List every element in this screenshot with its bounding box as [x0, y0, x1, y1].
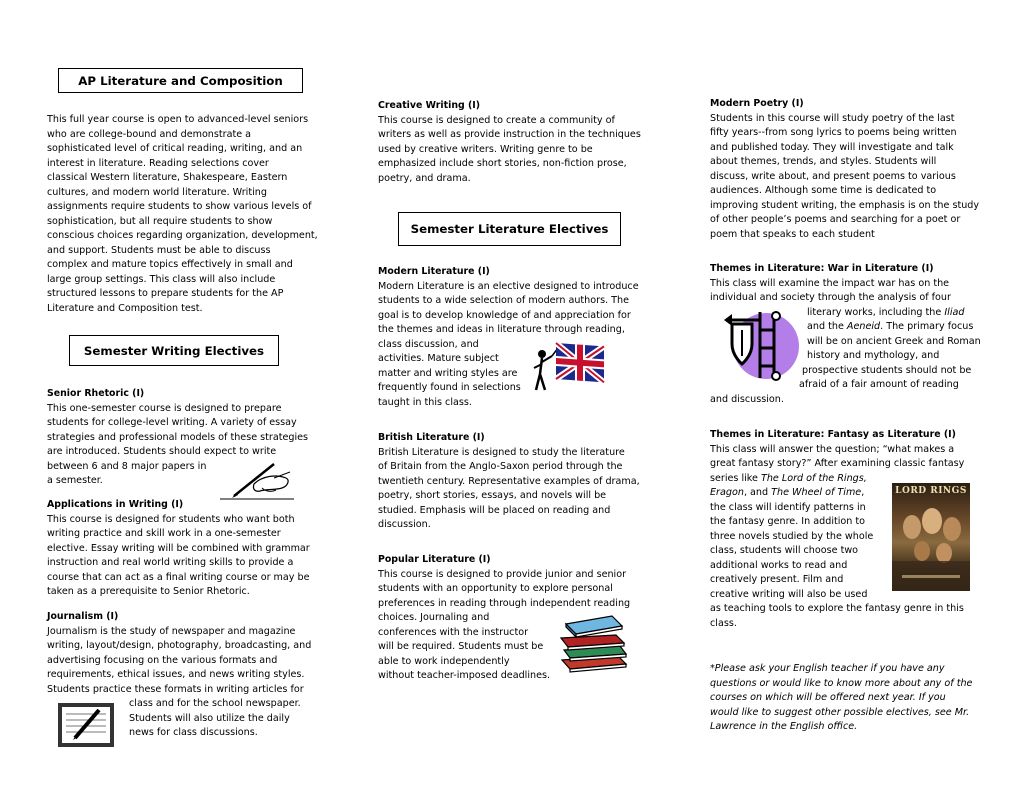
text-span: literary works, including the	[807, 306, 945, 318]
text-line: This class will examine the impact war has on the	[710, 277, 950, 289]
ap-literature-description	[47, 113, 318, 316]
text-line: able to work independently	[378, 655, 510, 667]
british-literature-section	[378, 431, 640, 533]
text-span: . The primary focus	[880, 321, 974, 332]
text-line: history and mythology, and	[807, 350, 940, 361]
text-line: emphasized include short stories, non-fiction prose,	[378, 158, 627, 169]
text-line: This course is designed for students who want both	[47, 513, 295, 525]
war-literature-heading: Themes in Literature: War in Literature (I)	[710, 263, 934, 274]
text-line: conscious choices regarding organization, development,	[47, 230, 318, 241]
text-line: frequently found in selections	[378, 382, 521, 393]
text-line: Students practice these formats in writing articles for	[47, 683, 304, 695]
applications-writing-heading: Applications in Writing (I)	[47, 499, 184, 510]
text-line: afraid of a fair amount of reading	[799, 379, 959, 390]
text-line: This course is designed to provide junior and senior	[378, 568, 627, 580]
text-line: course that can act as a final writing course or may be	[47, 571, 310, 583]
text-line: sophisticated level of critical reading, writing, and an	[47, 143, 303, 154]
text-line: Modern Literature is an elective designed to introduce	[378, 280, 639, 292]
creative-writing-heading: Creative Writing (I)	[378, 100, 481, 111]
ap-literature-title: AP Literature and Composition	[78, 73, 283, 88]
text-line: goal is to develop knowledge of and appreciation for	[378, 309, 631, 321]
text-line: courses on which will be offered next year. If you	[710, 692, 946, 703]
text-line: poetry, short stories, essays, and novels will be	[378, 490, 607, 501]
text-line: will be required. Students must be	[378, 641, 544, 652]
modern-literature-heading: Modern Literature (I)	[378, 266, 490, 277]
ap-literature-title-box	[58, 68, 303, 93]
text-line: advertising focusing on the various formats and	[47, 654, 278, 666]
text-line: poem that speaks to each student	[710, 228, 875, 240]
text-line: *Please ask your English teacher if you have any	[710, 663, 945, 674]
text-line: a semester.	[47, 475, 103, 486]
text-line: used by creative writers. Writing genre to be	[378, 143, 593, 155]
text-line: strategies and professional models of these strategies	[47, 431, 309, 443]
text-line: Literature and Composition test.	[47, 302, 203, 314]
text-line: studied. Emphasis will be placed on reading and	[378, 504, 611, 516]
text-line: complex and mature topics effectively in small and	[47, 259, 293, 270]
text-line: without teacher-imposed deadlines.	[378, 670, 551, 681]
british-literature-heading: British Literature (I)	[378, 432, 485, 443]
senior-rhetoric-heading: Senior Rhetoric (I)	[47, 388, 145, 399]
notepad-pencil-icon	[57, 702, 115, 748]
text-line: choices. Journaling and	[378, 612, 490, 623]
literature-electives-title-box	[398, 212, 621, 246]
text-line: taught in this class.	[378, 396, 472, 408]
text-line: British Literature is designed to study the literature	[378, 446, 625, 458]
text-line: additional works to read and	[710, 559, 848, 571]
text-line: students with an opportunity to explore personal	[378, 583, 613, 594]
text-line: as teaching tools to explore the fantasy genre in this	[710, 603, 964, 614]
text-span: series like	[710, 472, 761, 484]
text-line: creatively present. Film and	[710, 574, 844, 585]
iliad-title: Iliad	[944, 306, 965, 318]
journalism-heading: Journalism (I)	[47, 611, 119, 622]
text-line: Lawrence in the English office.	[710, 721, 858, 732]
text-span: and the	[807, 321, 847, 332]
text-line: conferences with the instructor	[378, 626, 529, 638]
text-line: and discussion.	[710, 393, 784, 405]
poster-figures	[892, 499, 970, 591]
text-line: This one-semester course is designed to prepare	[47, 402, 282, 414]
text-line: and support. Students must be able to discuss	[47, 244, 271, 256]
text-line: great fantasy story?” After examining classic fantasy	[710, 458, 965, 469]
text-line: structured lessons to prepare students for the AP	[47, 288, 284, 299]
text-line: about themes, trends, and styles. Students will	[710, 156, 937, 167]
text-line: the themes and ideas in literature through reading,	[378, 324, 625, 335]
text-line: students to a wide selection of modern authors. The	[378, 295, 630, 306]
text-line: who are college-bound and demonstrate a	[47, 128, 252, 140]
text-line: This class will answer the question; “what makes a	[710, 443, 955, 455]
text-line: writing, layout/design, photography, broadcasting, and	[47, 640, 312, 651]
contact-note	[710, 662, 972, 735]
text-line: class.	[710, 617, 737, 629]
poster-title: LORD RINGS	[895, 486, 967, 496]
text-line: creative writing will also be used	[710, 588, 868, 600]
text-line: elective. Essay writing will be combined with grammar	[47, 542, 310, 554]
text-span: ,	[861, 487, 865, 498]
union-jack-flag-icon	[530, 340, 608, 398]
text-line: matter and writing styles are	[378, 367, 518, 379]
text-line: prospective students should not be	[802, 364, 972, 376]
book-stack-icon	[558, 612, 630, 674]
text-line: news for class discussions.	[129, 727, 258, 738]
text-line: fifty years--from song lyrics to poems being written	[710, 127, 957, 138]
text-line: taken as a prerequisite to Senior Rhetoric.	[47, 586, 250, 597]
text-line: the fantasy genre. In addition to	[710, 516, 866, 527]
text-line: questions or would like to know more about any of the	[710, 677, 973, 689]
text-line: class and for the school newspaper.	[129, 698, 301, 709]
text-line: are introduced. Students should expect to write	[47, 446, 277, 457]
text-line: writers as well as provide instruction in the techniques	[378, 129, 641, 140]
modern-poetry-section	[710, 97, 979, 242]
text-line: poetry, and drama.	[378, 172, 471, 184]
text-line: discuss, write about, and present poems to various	[710, 170, 956, 182]
text-line: of Britain from the Anglo-Saxon period through the	[378, 461, 623, 472]
text-line: classical Western literature, Shakespeare, Eastern	[47, 172, 288, 183]
applications-writing-section	[47, 498, 310, 600]
wheel-of-time-title: The Wheel of Time	[771, 487, 862, 498]
text-line: sophistication, but all require students to show	[47, 215, 273, 227]
text-line: between 6 and 8 major papers in	[47, 460, 207, 472]
text-line: students for college-level writing. A variety of essay	[47, 417, 297, 428]
text-line: will be on ancient Greek and Roman	[807, 335, 981, 347]
movie-poster-image	[892, 483, 970, 591]
text-line: would like to suggest other possible electives, see Mr.	[710, 706, 970, 718]
text-line: instruction and real world writing skills to provide a	[47, 557, 294, 568]
literature-electives-title: Semester Literature Electives	[410, 222, 609, 236]
popular-literature-heading: Popular Literature (I)	[378, 554, 491, 565]
text-line: requirements, ethical issues, and news writing styles.	[47, 669, 305, 680]
text-line: interest in literature. Reading selections cover	[47, 157, 269, 169]
shield-sword-icon	[720, 306, 802, 386]
modern-poetry-heading: Modern Poetry (I)	[710, 98, 804, 109]
aeneid-title: Aeneid	[846, 321, 881, 332]
writing-electives-title-box	[69, 335, 279, 366]
text-line: of other people’s poems and searching for a poet or	[710, 214, 961, 225]
text-line: This full year course is open to advanced-level seniors	[47, 114, 309, 125]
writing-electives-title: Semester Writing Electives	[83, 343, 265, 358]
eragon-title: Eragon	[710, 487, 744, 498]
text-line: class, students will choose two	[710, 545, 859, 556]
text-line: cultures, and modern world literature. Writing	[47, 186, 267, 198]
text-line: Journalism is the study of newspaper and magazine	[47, 625, 296, 637]
text-line: activities. Mature subject	[378, 353, 499, 364]
text-line: class discussion, and	[378, 338, 479, 350]
text-line: discussion.	[378, 519, 431, 530]
text-line: individual and society through the analysis of four	[710, 292, 951, 303]
creative-writing-section	[378, 99, 641, 186]
text-line: assignments require students to show various levels of	[47, 201, 312, 212]
fantasy-literature-heading: Themes in Literature: Fantasy as Literature (I)	[710, 429, 956, 440]
lord-of-the-rings-title: The Lord of the Rings,	[760, 472, 867, 484]
text-line: This course is designed to create a community of	[378, 114, 615, 126]
text-span: , and	[743, 487, 772, 498]
text-line: three novels studied by the whole	[710, 530, 874, 542]
text-line: Students in this course will study poetry of the last	[710, 112, 955, 124]
text-line: the class will identify patterns in	[710, 501, 866, 513]
text-line: Students will also utilize the daily	[129, 712, 290, 724]
text-line: audiences. Although some time is dedicated to	[710, 185, 937, 196]
text-line: writing practice and skill work in a one-semester	[47, 528, 281, 539]
text-line: improving student writing, the emphasis is on the study	[710, 199, 980, 211]
text-line: and published today. They will investigate and talk	[710, 141, 954, 153]
text-line: twentieth century. Representative examples of drama,	[378, 475, 640, 487]
text-line: preferences in reading through independent reading	[378, 597, 631, 609]
text-line: large group settings. This class will also include	[47, 273, 276, 285]
